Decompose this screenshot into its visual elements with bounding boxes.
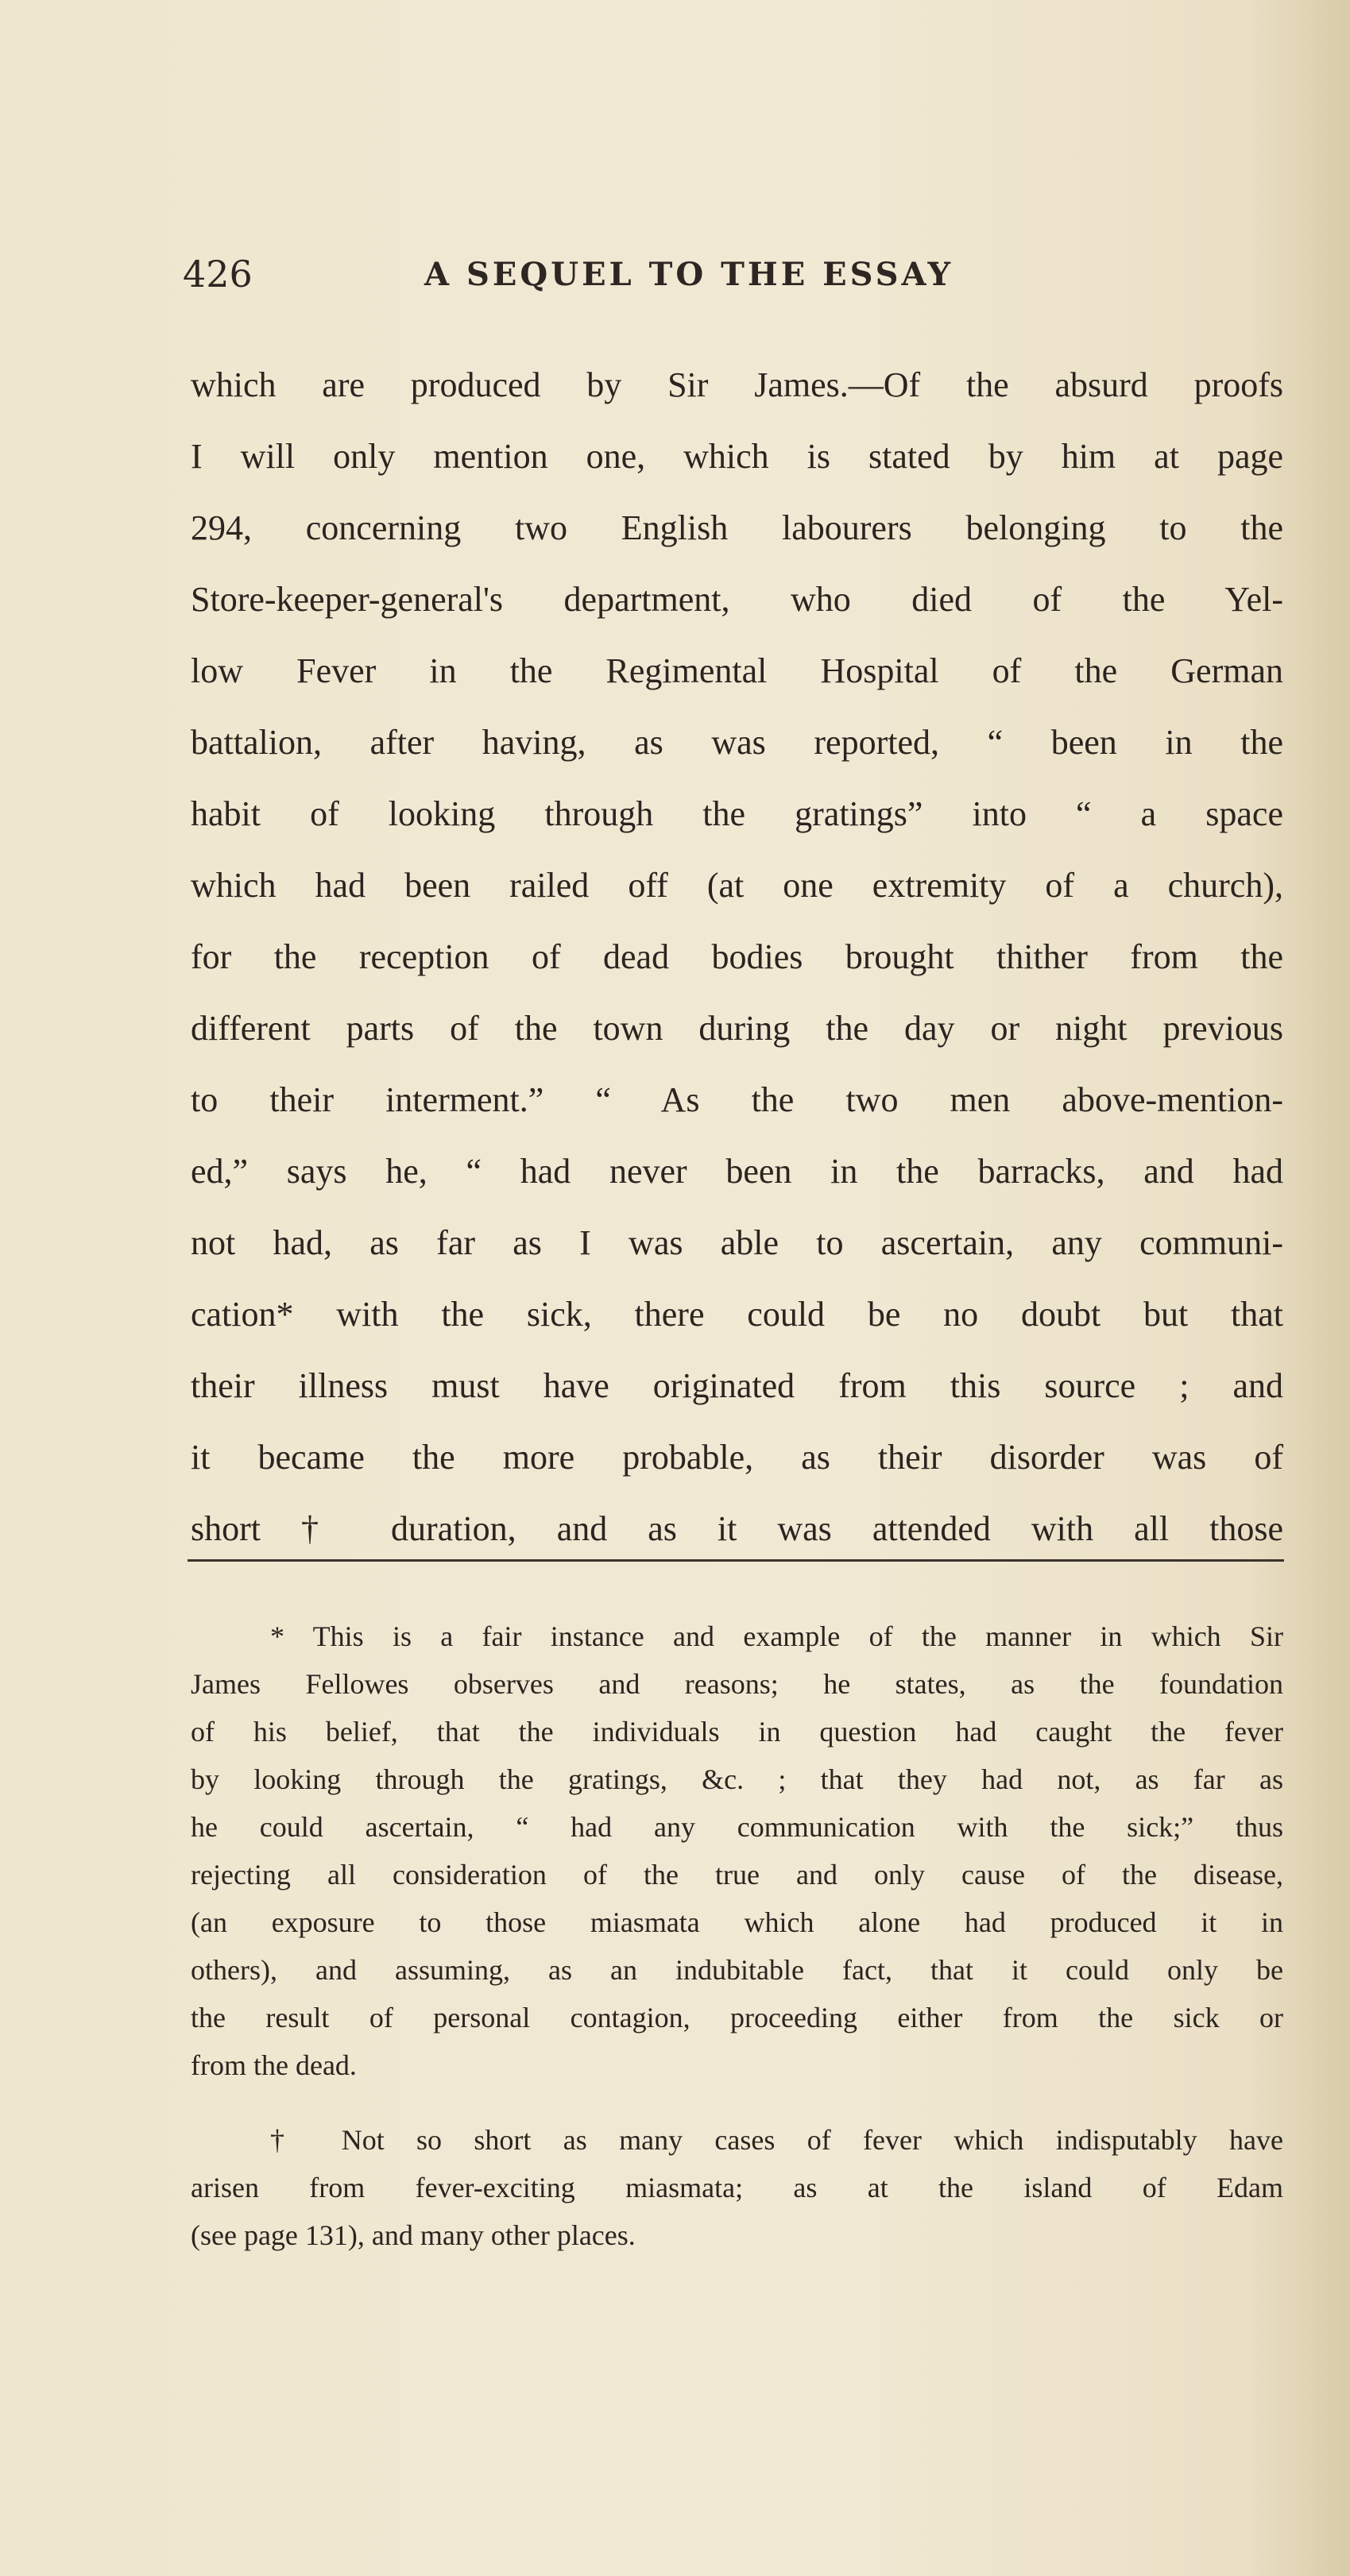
footnotes	[191, 1612, 1283, 2259]
body-line: habit of looking through the gratings” into “ a space	[191, 794, 1283, 833]
footnote-line: James Fellowes observes and reasons; he states, as the foundation	[191, 1668, 1283, 1700]
body-line: different parts of the town during the day or night previous	[191, 1009, 1283, 1048]
footnote-line: the result of personal contagion, proceeding either from the sick or	[191, 2002, 1283, 2033]
footnote-line: * This is a fair instance and example of the manner in which Sir	[270, 1620, 1283, 1652]
body-line: cation* with the sick, there could be no doubt but that	[191, 1295, 1283, 1334]
footnote-line: of his belief, that the individuals in question had caught the fever	[191, 1716, 1283, 1748]
body-line: to their interment.” “ As the two men above-mention-	[191, 1080, 1283, 1119]
footnote-line: from the dead.	[191, 2049, 357, 2081]
page-header	[183, 253, 1240, 300]
body-line: battalion, after having, as was reported, “ been in the	[191, 723, 1283, 762]
body-line: low Fever in the Regimental Hospital of the German	[191, 651, 1283, 690]
footnote-line: rejecting all consideration of the true and only cause of the disease,	[191, 1859, 1283, 1890]
footnote-line: (an exposure to those miasmata which alone had produced it in	[191, 1906, 1283, 1938]
footnote-line: (see page 131), and many other places.	[191, 2219, 636, 2251]
footnote-line: arisen from fever-exciting miasmata; as at the island of Edam	[191, 2172, 1283, 2203]
footnote-gap	[191, 2089, 1283, 2116]
body-line: for the reception of dead bodies brought thither from the	[191, 937, 1283, 976]
footnote-dagger	[191, 2116, 1283, 2259]
body-line: short † duration, and as it was attended with all those	[191, 1509, 1283, 1548]
main-text	[191, 350, 1283, 1565]
footnote-line: others), and assuming, as an indubitable fact, that it could only be	[191, 1954, 1283, 1986]
body-line: ed,” says he, “ had never been in the barracks, and had	[191, 1152, 1283, 1191]
body-line: which are produced by Sir James.—Of the absurd proofs	[191, 365, 1283, 404]
footnote-line: by looking through the gratings, &c. ; that they had not, as far as	[191, 1763, 1283, 1795]
footnote-divider	[188, 1559, 1284, 1562]
body-line: which had been railed off (at one extremity of a church),	[191, 866, 1283, 905]
body-line: their illness must have originated from this source ; and	[191, 1366, 1283, 1405]
body-line: I will only mention one, which is stated by him at page	[191, 437, 1283, 476]
footnote-asterisk	[191, 1612, 1283, 2089]
page-number: 426	[183, 253, 253, 295]
body-line: it became the more probable, as their disorder was of	[191, 1438, 1283, 1477]
footnote-line: † Not so short as many cases of fever which indisputably have	[270, 2124, 1283, 2156]
running-head: A SEQUEL TO THE ESSAY	[424, 256, 954, 293]
body-line: Store-keeper-general's department, who died of the Yel-	[191, 580, 1283, 619]
body-line: 294, concerning two English labourers belonging to the	[191, 508, 1283, 547]
body-line: not had, as far as I was able to ascertain, any communi-	[191, 1223, 1283, 1262]
footnote-line: he could ascertain, “ had any communication with the sick;” thus	[191, 1811, 1283, 1843]
